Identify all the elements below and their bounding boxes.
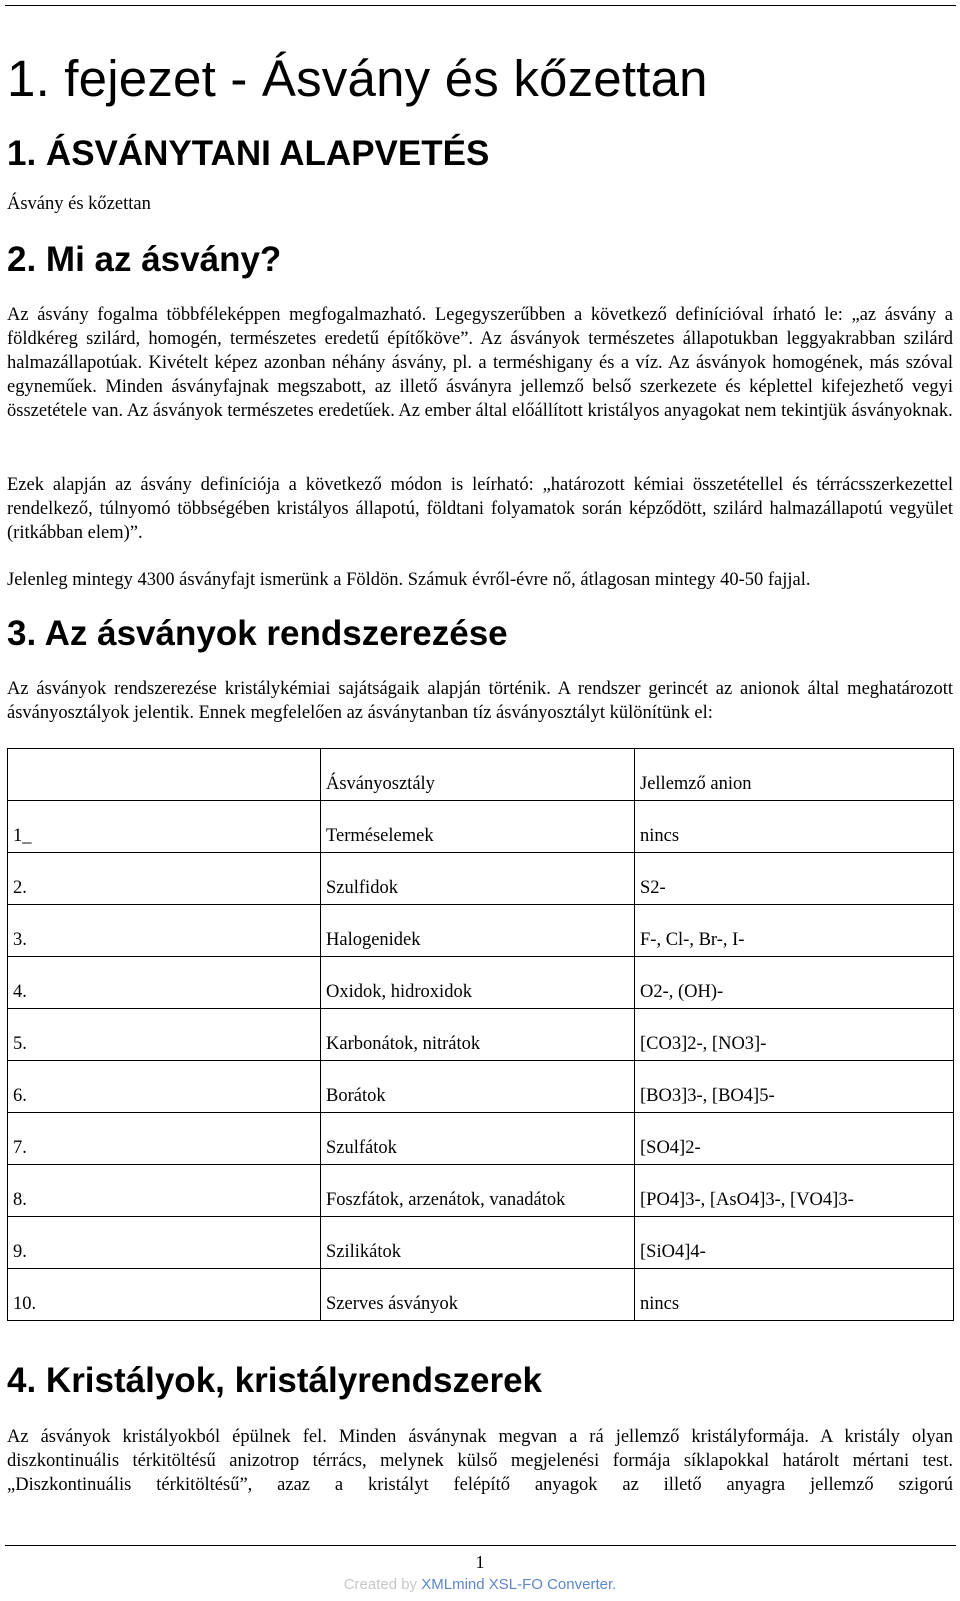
top-rule [5, 5, 956, 6]
table-cell: Borátok [321, 1061, 635, 1113]
table-row [8, 905, 954, 957]
page-number: 1 [475, 1552, 485, 1572]
table-cell: 2. [8, 853, 321, 905]
table-cell: Szulfidok [321, 853, 635, 905]
section-1-title: 1. ÁSVÁNYTANI ALAPVETÉS [7, 134, 490, 173]
table-cell: nincs [635, 801, 954, 853]
table-cell: 1_ [8, 801, 321, 853]
table-cell: 10. [8, 1269, 321, 1321]
chapter-title: 1. fejezet - Ásvány és kőzettan [7, 50, 708, 107]
mineral-class-table [7, 748, 954, 1321]
section-3-paragraph-1: Az ásványok rendszerezése kristálykémiai sajátságaik alapján történik. A rendszer gerincét az anionok által meghatározott ásványosztályok jelentik. Ennek megfelelően az ásványtanban tíz ásványosztályt különítünk el: [7, 679, 953, 723]
table-header-cell: Ásványosztály [321, 749, 635, 801]
converter-link[interactable]: XMLmind XSL-FO Converter. [421, 1576, 617, 1593]
converter-footer [0, 1576, 960, 1593]
table-cell: [SiO4]4- [635, 1217, 954, 1269]
section-4-title: 4. Kristályok, kristályrendszerek [7, 1361, 543, 1400]
table-cell: 6. [8, 1061, 321, 1113]
table-cell: 3. [8, 905, 321, 957]
table-row [8, 1113, 954, 1165]
table-cell: [BO3]3-, [BO4]5- [635, 1061, 954, 1113]
table-cell: nincs [635, 1269, 954, 1321]
table-cell: 7. [8, 1113, 321, 1165]
section-2-paragraph-2: Ezek alapján az ásvány definíciója a következő módon is leírható: „határozott kémiai összetétellel és térrácsszerkezettel rendelkező, túlnyomó többségében kristályos állapotú, földtani folyamatok során képződött, szilárd halmazállapotú vegyület (ritkábban elem)”. [7, 475, 953, 543]
table-cell: F-, Cl-, Br-, I- [635, 905, 954, 957]
table-cell: Szulfátok [321, 1113, 635, 1165]
table-cell: 9. [8, 1217, 321, 1269]
table-cell: [CO3]2-, [NO3]- [635, 1009, 954, 1061]
section-1-subtitle: Ásvány és kőzettan [7, 194, 151, 214]
table-cell: Foszfátok, arzenátok, vanadátok [321, 1165, 635, 1217]
table-cell: Halogenidek [321, 905, 635, 957]
section-3-title: 3. Az ásványok rendszerezése [7, 614, 508, 653]
table-cell: [PO4]3-, [AsO4]3-, [VO4]3- [635, 1165, 954, 1217]
table-row [8, 801, 954, 853]
table-cell: Karbonátok, nitrátok [321, 1009, 635, 1061]
table-row [8, 1061, 954, 1113]
table-cell: [SO4]2- [635, 1113, 954, 1165]
section-2-paragraph-3: Jelenleg mintegy 4300 ásványfajt ismerünk a Földön. Számuk évről-évre nő, átlagosan mintegy 40-50 fajjal. [7, 570, 811, 590]
section-2-paragraph-1: Az ásvány fogalma többféleképpen megfogalmazható. Legegyszerűbben a következő definícióval írható le: „az ásvány a földkéreg szilárd, homogén, természetes eredetű építőköve”. Az ásványok természetes állapotukban leggyakrabban szilárd halmazállapotúak. Kivételt képez azonban néhány ásvány, pl. a terméshigany és a víz. Az ásványok homogének, más szóval egyneműek. Minden ásványfajnak megszabott, az illető ásványra jellemző belső szerkezete és képlettel kifejezhető vegyi összetétele van. Az ásványok természetes eredetűek. Az ember által előállított kristályos anyagokat nem tekintjük ásványoknak. [7, 305, 953, 421]
table-row [8, 1009, 954, 1061]
table-cell: Terméselemek [321, 801, 635, 853]
table-row [8, 1269, 954, 1321]
table-header-cell: Jellemző anion [635, 749, 954, 801]
table-cell: S2- [635, 853, 954, 905]
table-cell: Szilikátok [321, 1217, 635, 1269]
table-cell: 4. [8, 957, 321, 1009]
section-4-paragraph-1: Az ásványok kristályokból épülnek fel. Minden ásványnak megvan a rá jellemző kristályformája. A kristály olyan diszkontinuális térkitöltésű anizotrop térrács, melynek külső megjelenési formája síklapokkal határolt mértani test. „Diszkontinuális térkitöltésű”, azaz a kristályt felépítő anyagok az illető anyagra jellemző szigorú [7, 1427, 953, 1495]
table-cell: O2-, (OH)- [635, 957, 954, 1009]
table-cell: Szerves ásványok [321, 1269, 635, 1321]
table-header-row [8, 749, 954, 801]
table-cell: 5. [8, 1009, 321, 1061]
created-by-text: Created by [343, 1576, 418, 1593]
bottom-rule [5, 1545, 956, 1546]
table-row [8, 957, 954, 1009]
table-header-cell [8, 749, 321, 801]
table-cell: Oxidok, hidroxidok [321, 957, 635, 1009]
table-row [8, 853, 954, 905]
table-row [8, 1165, 954, 1217]
table-row [8, 1217, 954, 1269]
section-2-title: 2. Mi az ásvány? [7, 240, 282, 279]
table-cell: 8. [8, 1165, 321, 1217]
